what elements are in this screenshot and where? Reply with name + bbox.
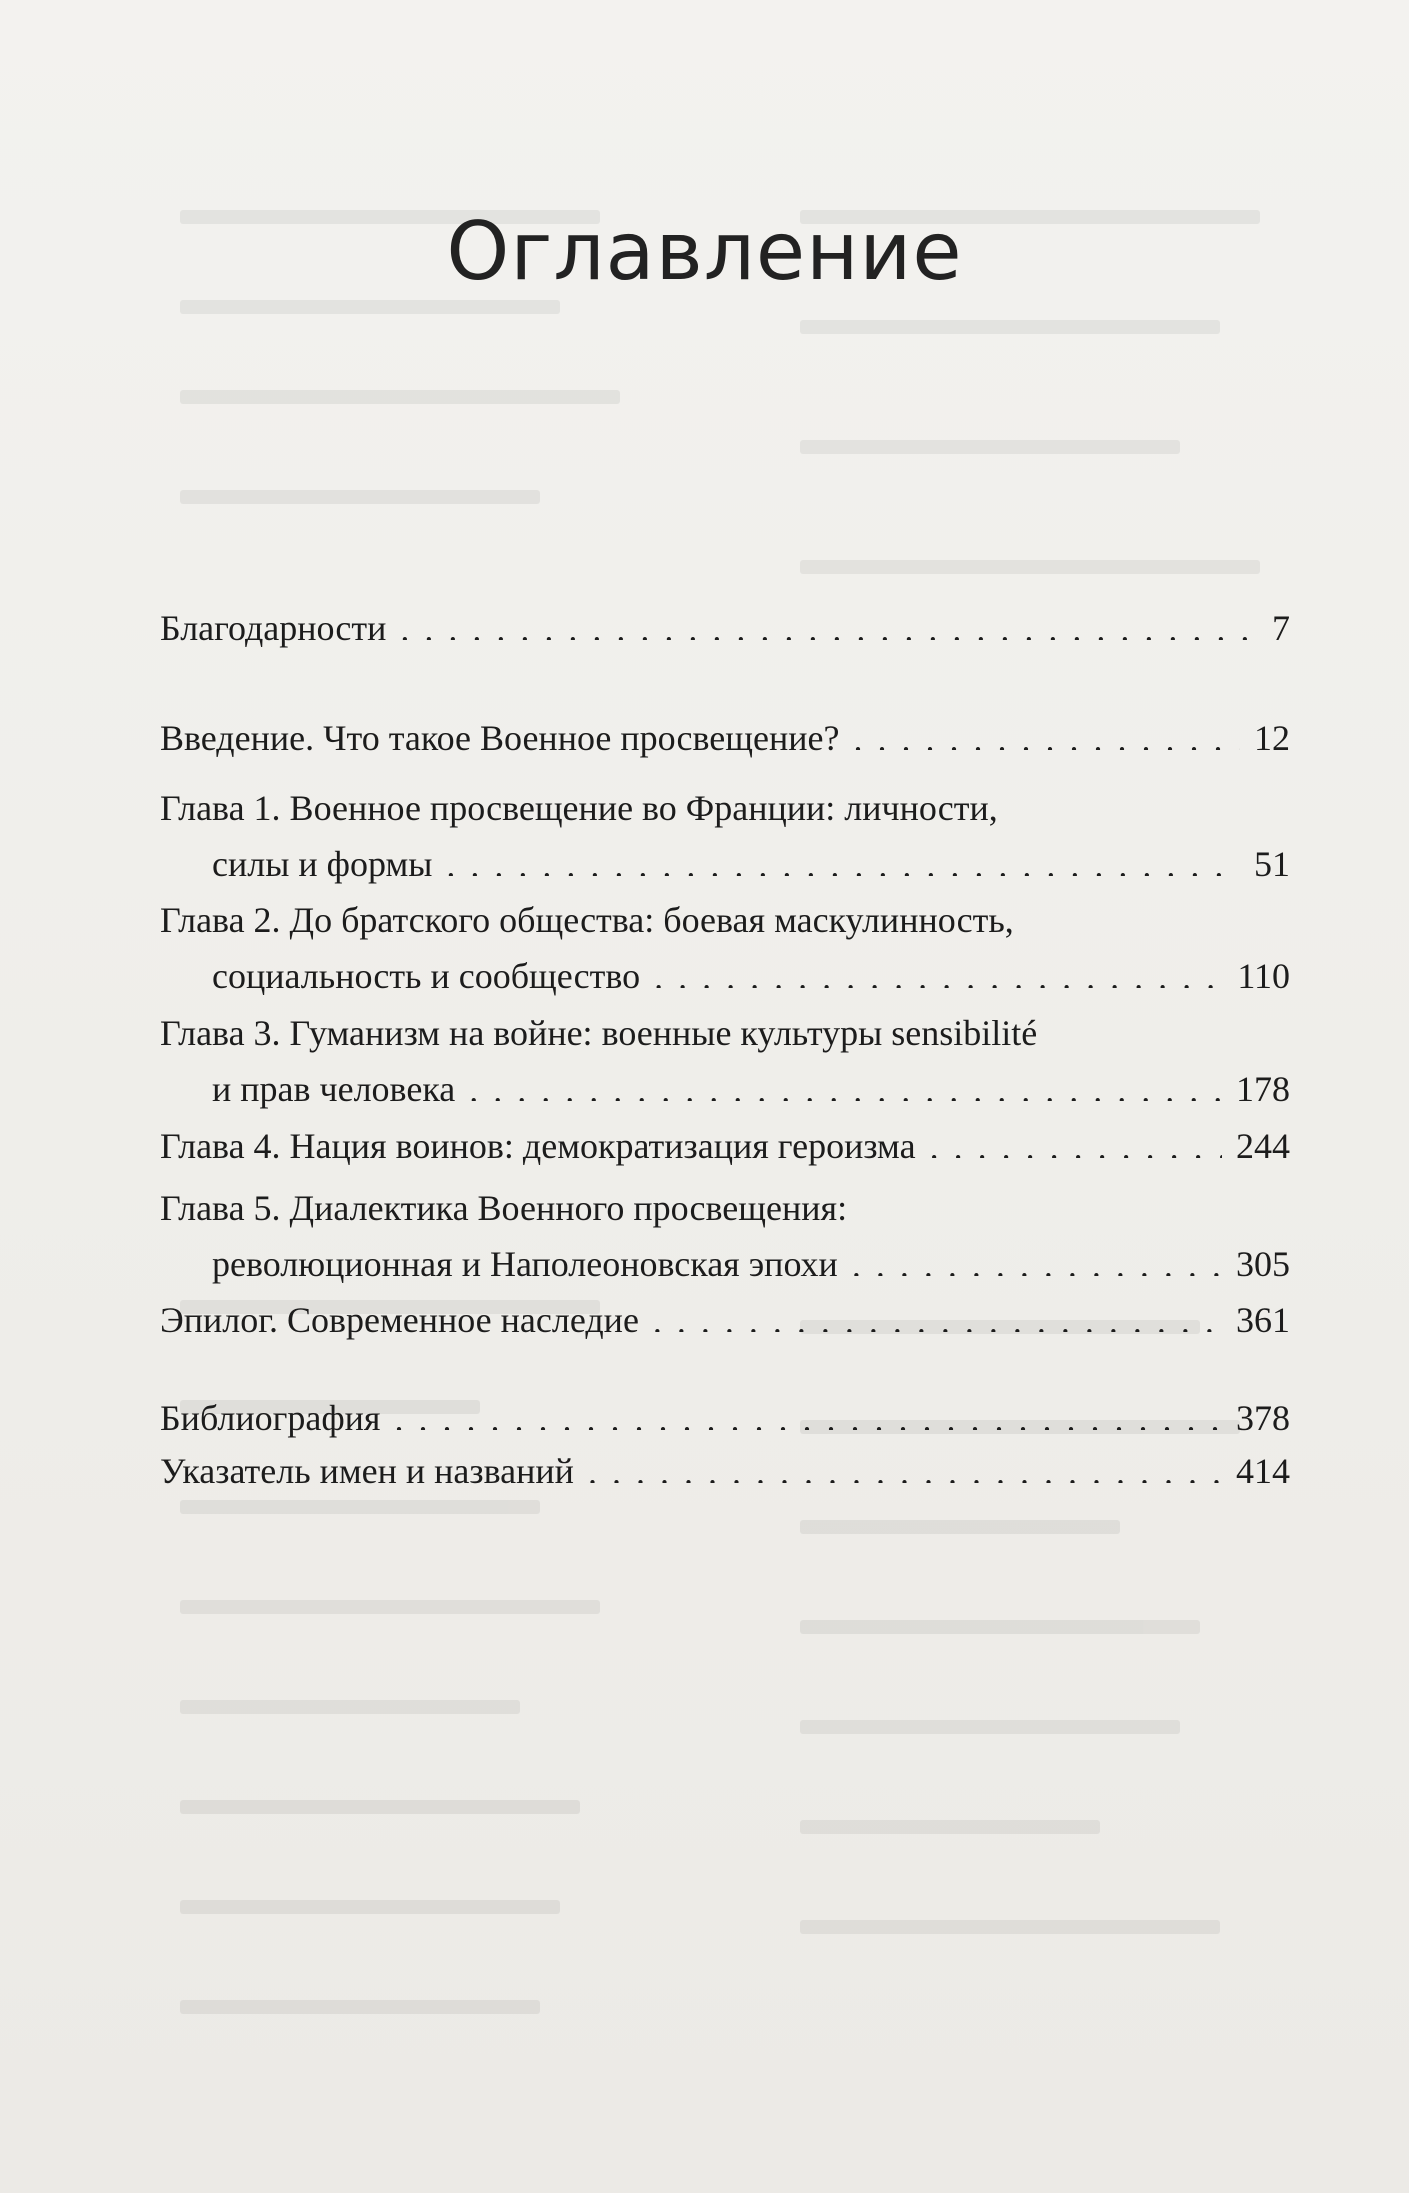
toc-entry xyxy=(160,1443,1290,1499)
toc-entry xyxy=(160,1180,1290,1292)
leader-dots xyxy=(653,1296,1222,1332)
toc-entry-title: Глава 1. Военное просвещение во Франции: личности, xyxy=(160,788,998,828)
leader-dots xyxy=(654,952,1223,988)
toc-entry xyxy=(160,600,1290,656)
leader-dots xyxy=(930,1122,1222,1158)
toc-page-number: 361 xyxy=(1236,1300,1290,1340)
toc-entry xyxy=(160,710,1290,766)
leader-dots xyxy=(446,840,1240,876)
toc-entry xyxy=(160,892,1290,1004)
toc-entry-title: Библиография xyxy=(160,1398,381,1438)
toc-entry-title-continued: социальность и сообщество xyxy=(212,956,641,996)
leader-dots xyxy=(469,1065,1222,1101)
toc-page-number: 414 xyxy=(1236,1451,1290,1491)
toc-entry-title-continued: революционная и Наполеоновская эпохи xyxy=(212,1244,838,1284)
toc-entry-title: Глава 2. До братского общества: боевая маскулинность, xyxy=(160,900,1014,940)
toc-entry-title-continued: силы и формы xyxy=(212,844,433,884)
leader-dots xyxy=(588,1447,1222,1483)
toc-entry-title: Глава 4. Нация воинов: демократизация героизма xyxy=(160,1126,916,1166)
toc-entry-title: Эпилог. Современное наследие xyxy=(160,1300,639,1340)
toc-entry xyxy=(160,1390,1290,1446)
toc-page-number: 12 xyxy=(1254,718,1290,758)
toc-entry xyxy=(160,1292,1290,1348)
toc-entry-title: Глава 5. Диалектика Военного просвещения: xyxy=(160,1188,848,1228)
toc-entry-title: Введение. Что такое Военное просвещение? xyxy=(160,718,840,758)
toc-entry-title: Указатель имен и названий xyxy=(160,1451,574,1491)
toc-entry xyxy=(160,1118,1290,1174)
leader-dots xyxy=(394,1394,1222,1430)
toc-page-number: 178 xyxy=(1236,1069,1290,1109)
leader-dots xyxy=(853,714,1240,750)
toc-page-number: 51 xyxy=(1254,844,1290,884)
toc-page-number: 110 xyxy=(1237,956,1290,996)
toc-page-number: 7 xyxy=(1272,608,1290,648)
toc-entry xyxy=(160,780,1290,892)
toc-entry-title: Глава 3. Гуманизм на войне: военные культуры sensibilité xyxy=(160,1013,1038,1053)
page-title: Оглавление xyxy=(446,205,963,298)
toc-entry-title: Благодарности xyxy=(160,608,387,648)
leader-dots xyxy=(852,1240,1222,1276)
leader-dots xyxy=(400,604,1258,640)
toc-entry-title-continued: и прав человека xyxy=(212,1069,456,1109)
toc-page-number: 378 xyxy=(1236,1398,1290,1438)
toc-page-number: 244 xyxy=(1236,1126,1290,1166)
toc-entry xyxy=(160,1005,1290,1117)
toc-page-number: 305 xyxy=(1236,1244,1290,1284)
